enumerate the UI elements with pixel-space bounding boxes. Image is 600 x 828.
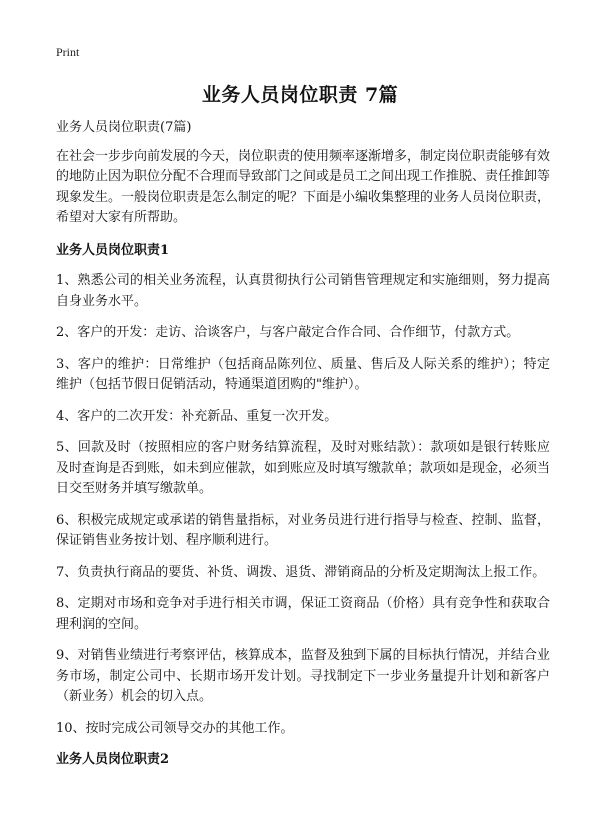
section-heading-2: 业务人员岗位职责2 <box>56 752 170 767</box>
document-subtitle: 业务人员岗位职责(7篇) <box>56 120 192 135</box>
duty-item-6: 6、积极完成规定或承诺的销售量指标，对业务员进行进行指导与检查、控制、监督，保证销售业务按计划、程序顺利进行。 <box>56 512 550 548</box>
duty-item-4: 4、客户的二次开发：补充新品、重复一次开发。 <box>56 408 338 424</box>
print-link[interactable]: Print <box>56 45 80 59</box>
intro-paragraph: 在社会一步步向前发展的今天，岗位职责的使用频率逐渐增多，制定岗位职责能够有效的地防止因为职位分配不合理而导致部门之间或是员工之间出现工作推脱、责任推卸等现象发生。一般岗位职责是怎么制定的呢？下面是小编收集整理的业务人员岗位职责，希望对大家有所帮助。 <box>56 148 551 225</box>
duty-item-8: 8、定期对市场和竞争对手进行相关市调，保证工资商品（价格）具有竞争性和获取合理利润的空间。 <box>56 596 550 632</box>
page-title: 业务人员岗位职责 7篇 <box>201 84 399 106</box>
duty-item-5: 5、回款及时（按照相应的客户财务结算流程，及时对账结款）：款项如是银行转账应及时查询是否到账，如未到应催款，如到账应及时填写缴款单；款项如是现金，必须当日交至财务并填写缴款单。 <box>56 440 551 496</box>
duty-item-2: 2、客户的开发：走访、洽谈客户，与客户敲定合作合同、合作细节，付款方式。 <box>56 325 520 340</box>
section-heading-1: 业务人员岗位职责1 <box>56 242 170 258</box>
document-body <box>56 118 550 781</box>
duty-item-7: 7、负责执行商品的要货、补货、调拨、退货、滞销商品的分析及定期淘汰上报工作。 <box>56 564 546 580</box>
duty-item-1: 1、熟悉公司的相关业务流程，认真贯彻执行公司销售管理规定和实施细则，努力提高自身业务水平。 <box>56 273 550 309</box>
duty-item-9: 9、对销售业绩进行考察评估，核算成本，监督及独到下属的目标执行情况，并结合业务市场，制定公司中、长期市场开发计划。寻找制定下一步业务量提升计划和新客户（新业务）机会的切入点。 <box>56 648 550 704</box>
duty-item-10: 10、按时完成公司领导交办的其他工作。 <box>56 720 294 736</box>
duty-item-3: 3、客户的维护：日常维护（包括商品陈列位、质量、售后及人际关系的维护）；特定维护（包括节假日促销活动，特通渠道团购的"维护）。 <box>56 356 550 392</box>
